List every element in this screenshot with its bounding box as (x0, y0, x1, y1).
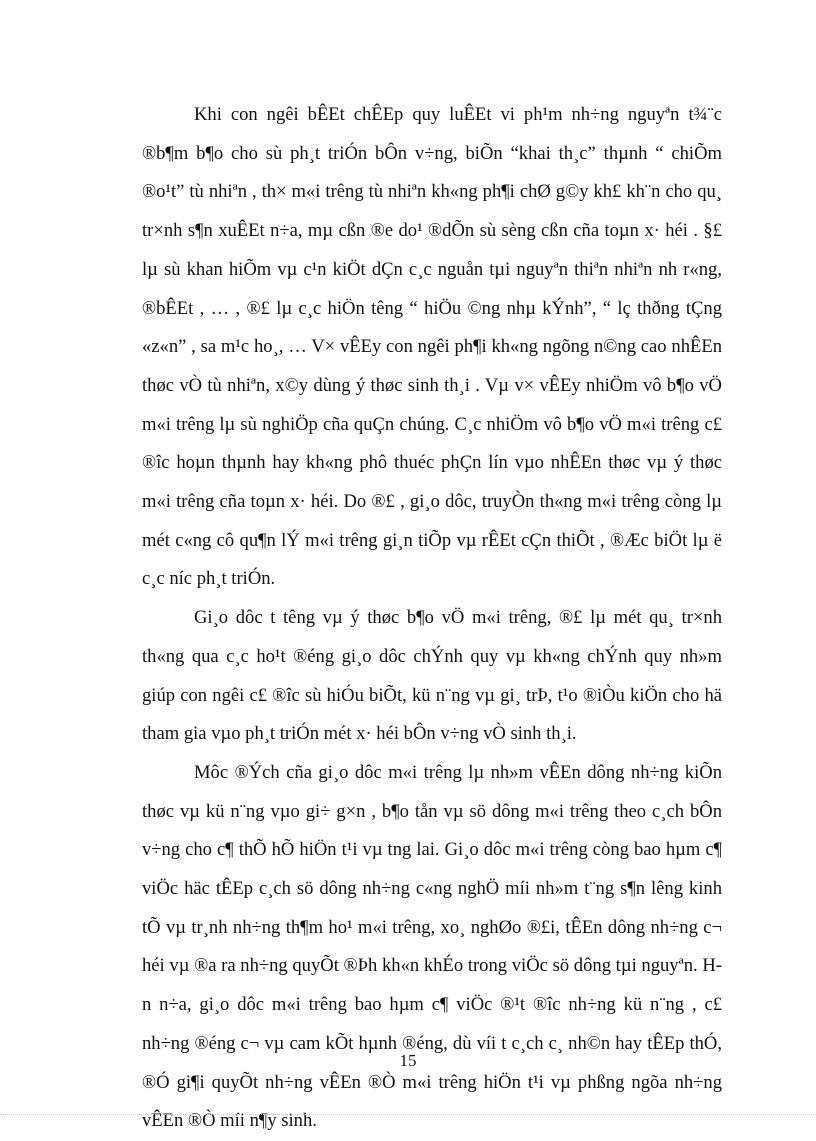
page-number: 15 (399, 1051, 417, 1070)
paragraph: Môc ®Ých cña gi¸o dôc m«i trêng lµ nh»m vÊEn dông nh÷ng kiÕn thøc vµ kü n¨ng vµo gi÷ g×n , b¶o tån vµ sö dông m«i trêng theo c¸ch bÔn v÷ng cho c¶ thÕ hÕ hiÖn t¹i vµ tng lai. Gi¸o dôc m«i trêng còng bao hµm c¶ viÖc häc tÊEp c¸ch sö dông nh÷ng c«ng nghÖ míi nh»m t¨ng s¶n lêng kinh tÕ vµ tr¸nh nh÷ng th¶m ho¹ m«i trêng, xo¸ nghØo ®£i, tÊEn dông nh÷ng c¬ héi vµ ®a ra nh÷ng quyÕt ®Þh kh«n khÉo trong viÖc sö dông tµi nguyªn. Hn n÷a, gi¸o dôc m«i trêng bao hµm c¶ viÖc ®¹t ®îc nh÷ng kü n¨ng , c£ nh÷ng ®éng c¬ vµ cam kÕt hµnh ®éng, dù víi t c¸ch c¸ nh©n hay tÊEp thÓ, ®Ó gi¶i quyÕt nh÷ng vÊEn ®Ò m«i trêng hiÖn t¹i vµ phßng ngõa nh÷ng vÊEn ®Ò míi n¶y sinh. (142, 761, 722, 1132)
page-bottom-divider (0, 1114, 816, 1115)
paragraph: Khi con ngêi bÊEt chÊEp quy luÊEt vi ph¹m nh÷ng nguyªn t¾¨c ®b¶m b¶o cho sù ph¸t triÓn bÔn v÷ng, biÕn “khai th¸c” thµnh “ chiÕm ®o¹t” tù nhiªn , th× m«i trêng tù nhiªn kh«ng ph¶i chØ g©y kh£ kh¨n cho qu¸ tr×nh s¶n xuÊEt n÷a, mµ cßn ®e do¹ ®dÕn sù sèng cßn cña toµn x· héi . §£ lµ sù khan hiÕm vµ c¹n kiÖt dÇn c¸c nguån tµi nguyªn thiªn nhiªn nh r«ng, ®bÊEt , … , ®£ lµ c¸c hiÖn têng “ hiÖu ©ng nhµ kÝnh”, “ lç thðng tÇng «z«n” , sa m¹c ho¸, … V× vÊEy con ngêi ph¶i kh«ng ngõng n©ng cao nhÊEn thøc vÒ tù nhiªn, x©y dùng ý thøc sinh th¸i . Vµ v× vÊEy nhiÖm vô b¶o vÖ m«i trêng lµ sù nghiÖp cña quÇn chúng. C¸c nhiÖm vô b¶o vÖ m«i trêng c£ ®îc hoµn thµnh hay kh«ng phô thuéc phÇn lín vµo nhÊEn thøc vµ ý thøc m«i trêng cña toµn x· héi. Do ®£ , gi¸o dôc, truyÒn th«ng m«i trêng còng lµ mét c«ng cô qu¶n lÝ m«i trêng gi¸n tiÕp vµ rÊEt cÇn thiÕt , ®Æc biÖt lµ ë c¸c níc ph¸t triÓn. (142, 104, 722, 590)
body-text (142, 96, 722, 1141)
paragraph: Gi¸o dôc t têng vµ ý thøc b¶o vÖ m«i trêng, ®£ lµ mét qu¸ tr×nh th«ng qua c¸c ho¹t ®éng gi¸o dôc chÝnh quy vµ kh«ng chÝnh quy nh»m giúp con ngêi c£ ®îc sù hiÓu biÕt, kü n¨ng vµ gi¸ trÞ, t¹o ®iÒu kiÖn cho hä tham gia vµo ph¸t triÓn mét x· héi bÔn v÷ng vÒ sinh th¸i. (142, 607, 722, 745)
